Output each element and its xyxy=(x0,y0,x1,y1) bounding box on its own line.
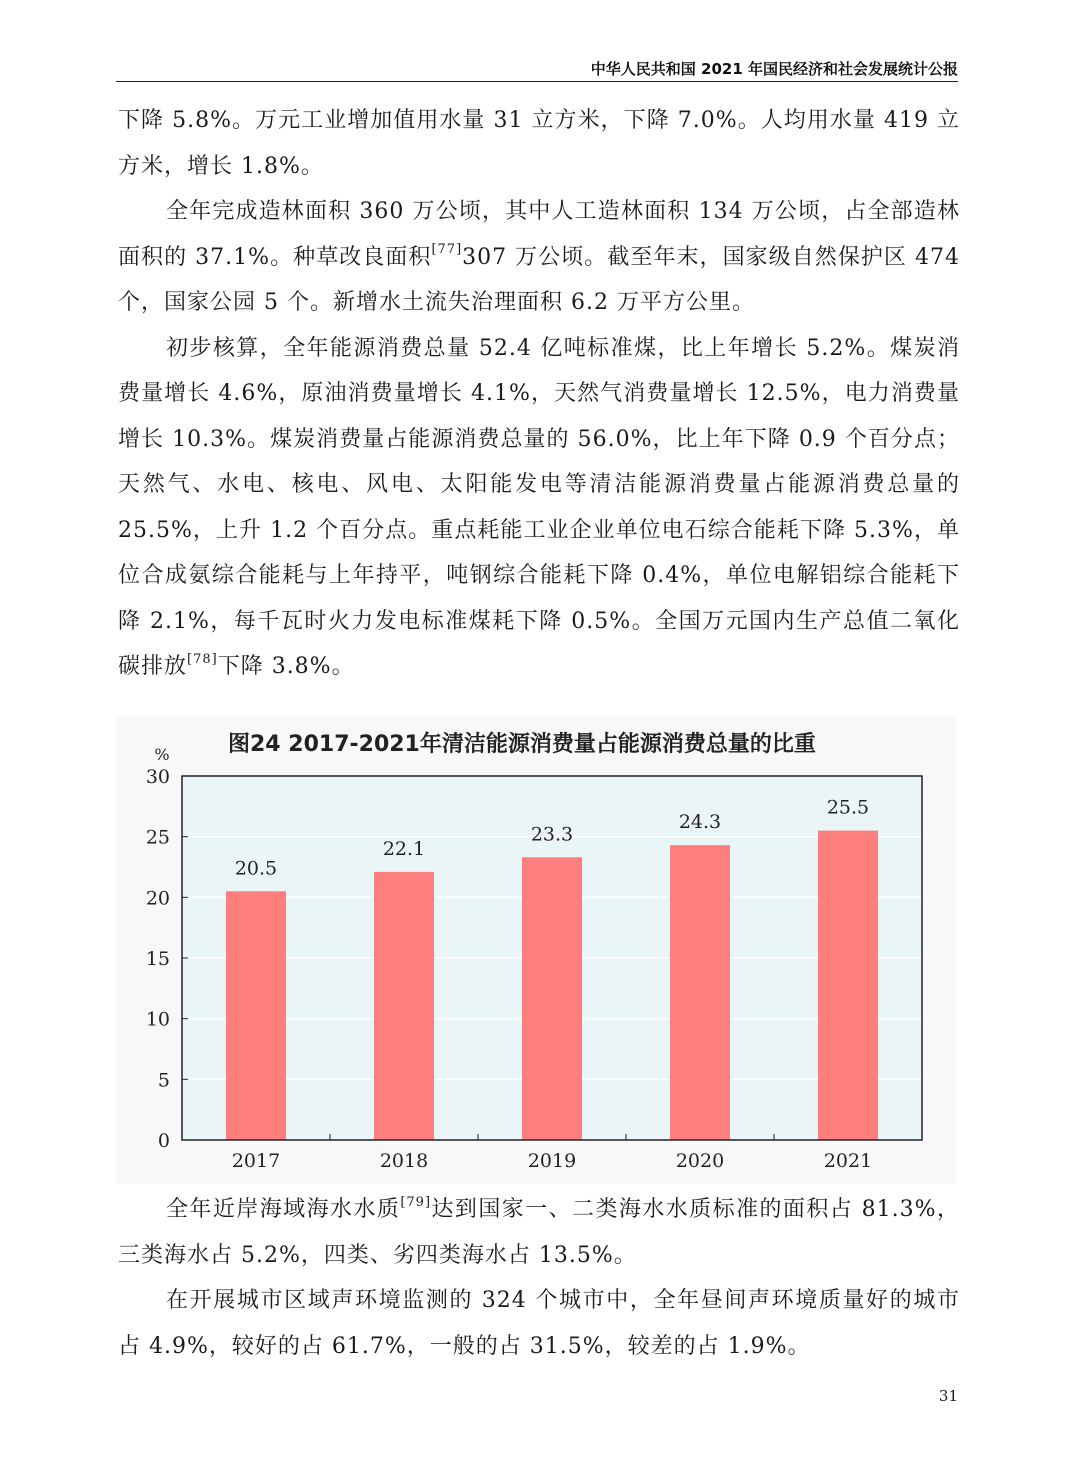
footnote-ref: [79] xyxy=(400,1194,432,1210)
paragraph xyxy=(118,1278,960,1369)
data-label: 20.5 xyxy=(234,857,278,880)
x-tick-label: 2021 xyxy=(823,1150,873,1172)
paragraph-text: 全年完成造林面积 360 万公顷，其中人工造林面积 134 万公顷，占全部造林面积的 37.1%。种草改良面积 xyxy=(118,199,960,270)
x-tick-label: 2019 xyxy=(527,1150,577,1172)
paragraph-text: 初步核算，全年能源消费总量 52.4 亿吨标准煤，比上年增长 5.2%。煤炭消费量增长 4.6%，原油消费量增长 4.1%，天然气消费量增长 12.5%，电力消费量增长 10.3%。煤炭消费量占能源消费总量的 56.0%，比上年下降 0.9 个百分点；天然气、水电、核电、风电、太阳能发电等清洁能源消费量占能源消费总量的 25.5%，上升 1.2 个百分点。重点耗能工业企业单位电石综合能耗下降 5.3%，单位合成氨综合能耗与上年持平，吨钢综合能耗下降 0.4%，单位电解铝综合能耗下降 2.1%，每千瓦时火力发电标准煤耗下降 0.5%。全国万元国内生产总值二氧化碳排放 xyxy=(118,335,960,679)
paragraph-text: 307 万公顷。截至年末，国家级自然保护区 474 个，国家公园 5 个。新增水土流失治理面积 6.2 万平方公里。 xyxy=(118,244,960,315)
data-label: 23.3 xyxy=(530,823,574,846)
paragraph xyxy=(118,1187,960,1278)
bar-chart xyxy=(116,716,956,1184)
bar-2021 xyxy=(818,831,878,1140)
chart-figure xyxy=(116,716,956,1184)
paragraph-text: 达到国家一、二类海水水质标准的面积占 81.3%，三类海水占 5.2%，四类、劣四类海水占 13.5%。 xyxy=(118,1197,960,1268)
paragraph-text: 下降 5.8%。万元工业增加值用水量 31 立方米，下降 7.0%。人均用水量 419 立方米，增长 1.8%。 xyxy=(118,108,960,179)
bar-2018 xyxy=(374,872,434,1140)
x-tick-label: 2018 xyxy=(379,1150,429,1172)
y-tick-label: 15 xyxy=(145,948,170,970)
paragraph-text: 下降 3.8%。 xyxy=(217,654,355,679)
y-tick-label: 5 xyxy=(157,1069,170,1092)
y-tick-label: 25 xyxy=(145,826,170,849)
body-text-top xyxy=(118,98,960,690)
footnote-ref: [77] xyxy=(431,242,463,258)
bar-2020 xyxy=(670,845,730,1140)
body-text-bottom xyxy=(118,1187,960,1369)
y-tick-label: 0 xyxy=(157,1130,170,1152)
paragraph xyxy=(118,189,960,326)
paragraph-text: 全年近岸海域海水水质 xyxy=(166,1197,401,1222)
page-number: 31 xyxy=(938,1387,958,1405)
data-label: 24.3 xyxy=(678,811,722,834)
paragraph-text: 在开展城市区域声环境监测的 324 个城市中，全年昼间声环境质量好的城市占 4.9%，较好的占 61.7%，一般的占 31.5%，较差的占 1.9%。 xyxy=(118,1288,960,1359)
bar-2019 xyxy=(522,857,582,1140)
header-divider xyxy=(116,81,958,82)
y-tick-label: 20 xyxy=(145,887,170,910)
x-tick-label: 2020 xyxy=(675,1150,725,1172)
y-axis-label: % xyxy=(154,745,170,764)
y-tick-label: 30 xyxy=(145,766,170,788)
data-label: 22.1 xyxy=(382,837,426,860)
chart-title: 图24 2017-2021年清洁能源消费量占能源消费总量的比重 xyxy=(228,732,816,757)
header-title: 中华人民共和国 2021 年国民经济和社会发展统计公报 xyxy=(590,60,958,78)
x-tick-label: 2017 xyxy=(231,1150,281,1172)
data-label: 25.5 xyxy=(826,796,870,819)
y-tick-label: 10 xyxy=(145,1008,170,1031)
footnote-ref: [78] xyxy=(187,651,218,667)
paragraph xyxy=(118,98,960,189)
bar-2017 xyxy=(226,891,286,1140)
paragraph xyxy=(118,326,960,690)
